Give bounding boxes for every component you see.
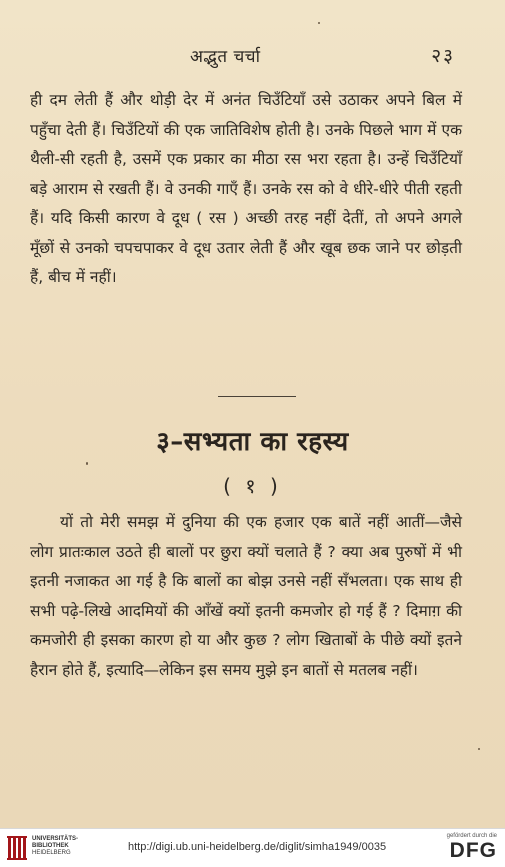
dfg-logo: DFG [449,839,497,862]
running-header [0,40,505,70]
digitization-footer [0,828,505,867]
paper-speck [318,22,320,24]
funder-label: gefördert durch die [446,833,497,839]
paper-speck [478,748,480,750]
section-divider [218,396,296,397]
running-title: अद्भुत चर्चा [190,47,261,67]
library-name: UNIVERSITÄTS- BIBLIOTHEK HEIDELBERG [32,836,79,856]
paper-speck [86,462,88,465]
permalink-url[interactable]: http://digi.ub.uni-heidelberg.de/diglit/simha1949/0035 [128,841,387,853]
funder-credit [425,832,497,862]
paragraph-continued: ही दम लेती हैं और थोड़ी देर में अनंत चिउँटियाँ उसे उठाकर अपने बिल में पहुँचा देती हैं। चिउँटियों की एक जातिविशेष होती है। उनके पिछले भाग में एक थैली-सी रहती है, उसमें एक प्रकार का मीठा रस भरा रहता है। उन्हें चिउँटियाँ बड़े आराम से रखती हैं। वे उनकी गाएँ हैं। उनके रस को वे धीरे-धीरे पीती रहती हैं। यदि किसी कारण वे दूध ( रस ) अच्छी तरह नहीं देतीं, तो अपने अगले मूँछों से उनको चपचपाकर वे दूध उतार लेती हैं और खूब छक जाने पर छोड़ती हैं, बीच में नहीं। [30,91,462,286]
chapter-title: ३–सभ्यता का रहस्य [156,427,349,457]
section-number: ( १ ) [223,474,282,498]
chapter-opening-paragraph: यों तो मेरी समझ में दुनिया की एक हजार एक बातें नहीं आतीं—जैसे लोग प्रातःकाल उठते ही बालों पर छुरा क्यों चलाते हैं ? क्या अब पुरुषों में भी इतनी नजाकत आ गई है कि बालों का बोझ उनसे नहीं सँभलता। एक साथ ही सभी पढ़े-लिखे आदमियों की आँखें क्यों इतनी कमजोर हो गई हैं ? दिमाग़ की कमजोरी ही इसका कारण हो या और कुछ ? लोग खिताबों के पीछे क्यों इतने हैरान होते हैं, इत्यादि—लेकिन इस समय मुझे इन बातों से मतलब नहीं। [30,513,462,679]
page-number: २३ [431,45,455,67]
library-logo-icon [6,835,28,861]
